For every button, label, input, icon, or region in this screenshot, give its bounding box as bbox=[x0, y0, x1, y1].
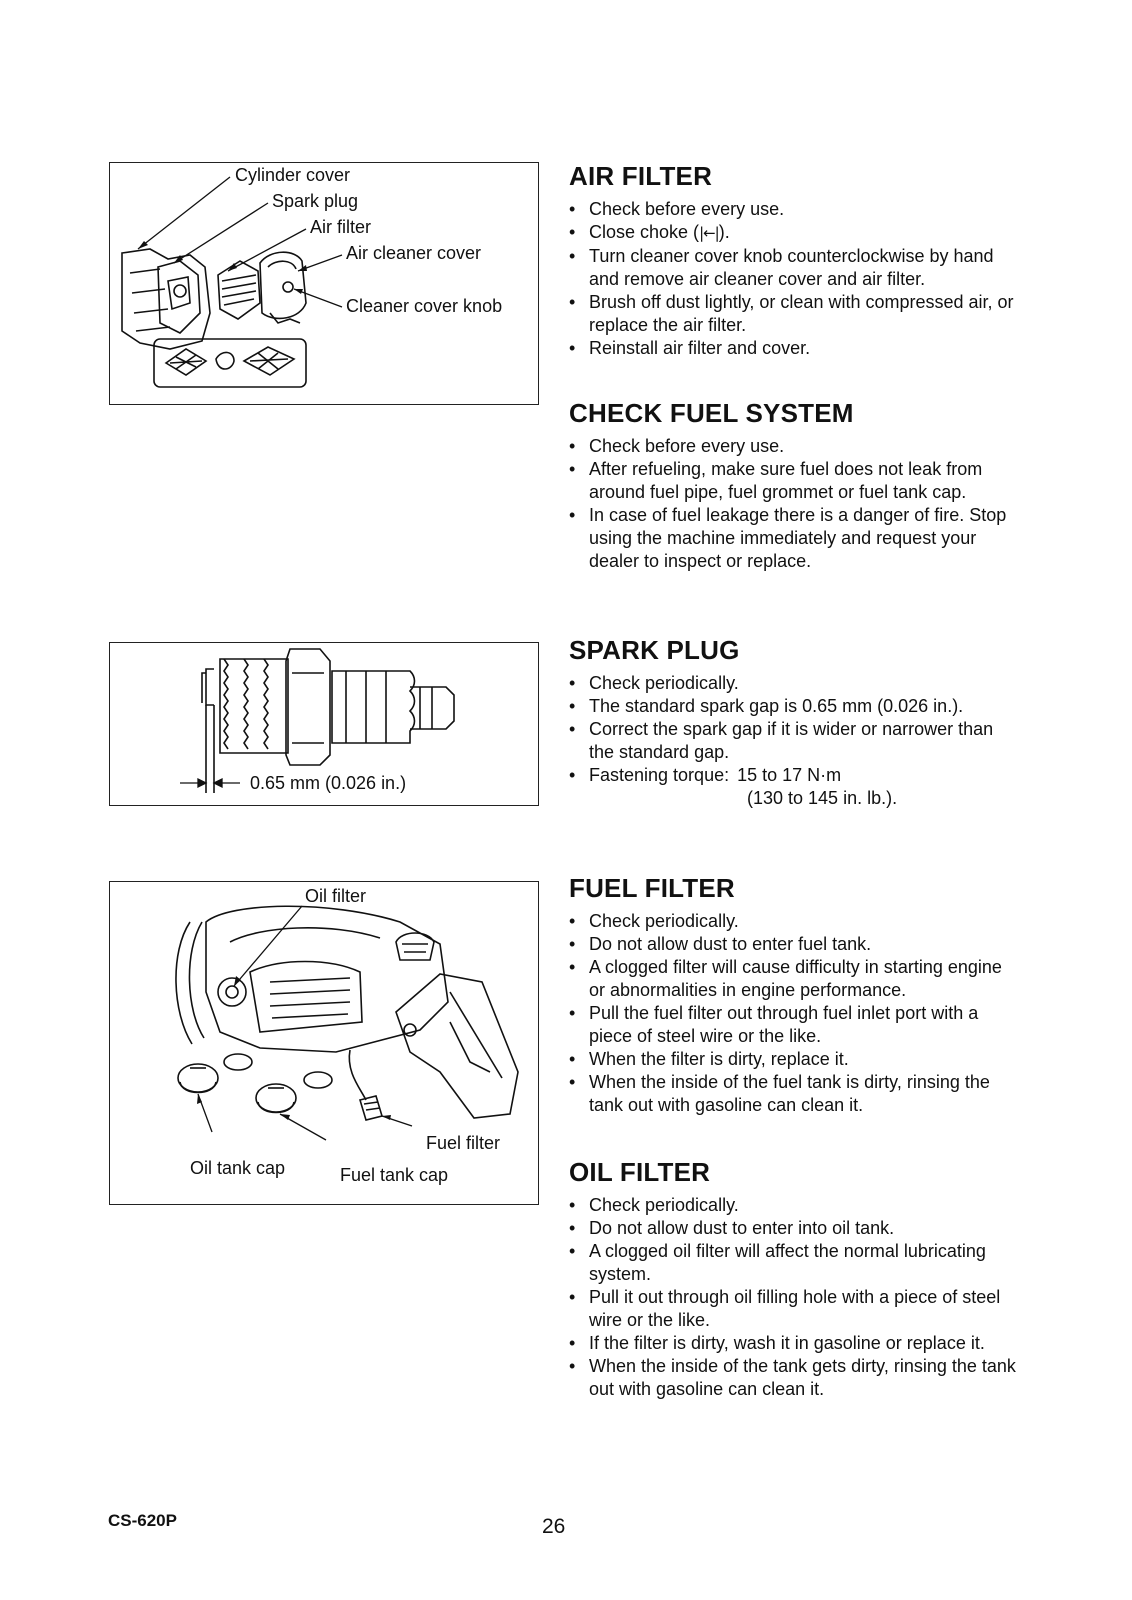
list-item: • Check periodically. bbox=[569, 1194, 1019, 1217]
oil-filter-heading: OIL FILTER bbox=[569, 1157, 711, 1187]
torque-value-alt: (130 to 145 in. lb.). bbox=[747, 788, 898, 808]
page-number: 26 bbox=[542, 1515, 566, 1538]
check-fuel-system-list bbox=[569, 435, 1019, 573]
list-item: • Do not allow dust to enter into oil tank. bbox=[569, 1217, 1019, 1240]
list-item: • Check periodically. bbox=[569, 910, 1019, 933]
callout-cylinder-cover: Cylinder cover bbox=[235, 165, 351, 185]
list-item: • Correct the spark gap if it is wider or narrower than the standard gap. bbox=[569, 718, 1019, 764]
choke-icon: |←| bbox=[699, 224, 719, 242]
callout-spark-plug: Spark plug bbox=[272, 191, 359, 211]
callout-cleaner-cover-knob: Cleaner cover knob bbox=[346, 296, 503, 316]
list-item: • Brush off dust lightly, or clean with compressed air, or replace the air filter. bbox=[569, 291, 1019, 337]
list-item: • Close choke (|←|). bbox=[569, 221, 1019, 245]
callout-air-cleaner-cover: Air cleaner cover bbox=[346, 243, 482, 263]
spark-plug-heading: SPARK PLUG bbox=[569, 635, 740, 665]
list-item: • When the inside of the tank gets dirty, rinsing the tank out with gasoline can clean it. bbox=[569, 1355, 1019, 1401]
fuel-filter-section bbox=[569, 873, 1019, 1117]
oil-filter-section bbox=[569, 1157, 1019, 1401]
list-item: • If the filter is dirty, wash it in gasoline or replace it. bbox=[569, 1332, 1019, 1355]
list-item: • Do not allow dust to enter fuel tank. bbox=[569, 933, 1019, 956]
callout-fuel-tank-cap: Fuel tank cap bbox=[340, 1165, 449, 1185]
list-item: • In case of fuel leakage there is a danger of fire. Stop using the machine immediately and request your dealer to inspect or replace. bbox=[569, 504, 1019, 573]
list-item: • Turn cleaner cover knob counterclockwise by hand and remove air cleaner cover and air filter. bbox=[569, 245, 1019, 291]
list-item: • A clogged filter will cause difficulty in starting engine or abnormalities in engine performance. bbox=[569, 956, 1019, 1002]
spark-plug-figure bbox=[109, 642, 539, 806]
list-item: • Pull it out through oil filling hole with a piece of steel wire or the like. bbox=[569, 1286, 1019, 1332]
callout-fuel-filter: Fuel filter bbox=[426, 1133, 501, 1153]
air-filter-figure bbox=[109, 162, 539, 405]
spark-plug-list bbox=[569, 672, 1019, 810]
list-item: • Check before every use. bbox=[569, 198, 1019, 221]
air-filter-heading: AIR FILTER bbox=[569, 161, 713, 191]
air-filter-section bbox=[569, 161, 1019, 360]
list-item: • A clogged oil filter will affect the normal lubricating system. bbox=[569, 1240, 1019, 1286]
list-item: • Reinstall air filter and cover. bbox=[569, 337, 1019, 360]
torque-value: 15 to 17 N·m bbox=[737, 765, 842, 785]
list-item: • When the filter is dirty, replace it. bbox=[569, 1048, 1019, 1071]
list-item: • Pull the fuel filter out through fuel inlet port with a piece of steel wire or the like. bbox=[569, 1002, 1019, 1048]
list-item: • When the inside of the fuel tank is dirty, rinsing the tank out with gasoline can clean it. bbox=[569, 1071, 1019, 1117]
fuel-filter-heading: FUEL FILTER bbox=[569, 873, 735, 903]
list-item: • Check periodically. bbox=[569, 672, 1019, 695]
list-item bbox=[569, 764, 1019, 810]
oil-filter-list bbox=[569, 1194, 1019, 1401]
fuel-filter-illustration bbox=[110, 882, 538, 1204]
callout-oil-filter: Oil filter bbox=[305, 886, 367, 906]
list-item: • Check before every use. bbox=[569, 435, 1019, 458]
list-item: • After refueling, make sure fuel does not leak from around fuel pipe, fuel grommet or fuel tank cap. bbox=[569, 458, 1019, 504]
check-fuel-system-section bbox=[569, 398, 1019, 573]
list-item: • The standard spark gap is 0.65 mm (0.026 in.). bbox=[569, 695, 1019, 718]
torque-label: • Fastening torque: bbox=[589, 765, 730, 785]
fuel-filter-list bbox=[569, 910, 1019, 1117]
check-fuel-system-heading: CHECK FUEL SYSTEM bbox=[569, 398, 854, 428]
fuel-filter-figure bbox=[109, 881, 539, 1205]
callout-air-filter: Air filter bbox=[310, 217, 372, 237]
model-number: CS-620P bbox=[108, 1511, 177, 1530]
spark-gap-label: 0.65 mm (0.026 in.) bbox=[250, 773, 407, 793]
air-filter-list bbox=[569, 198, 1019, 360]
spark-plug-section bbox=[569, 635, 1019, 810]
callout-oil-tank-cap: Oil tank cap bbox=[190, 1158, 286, 1178]
